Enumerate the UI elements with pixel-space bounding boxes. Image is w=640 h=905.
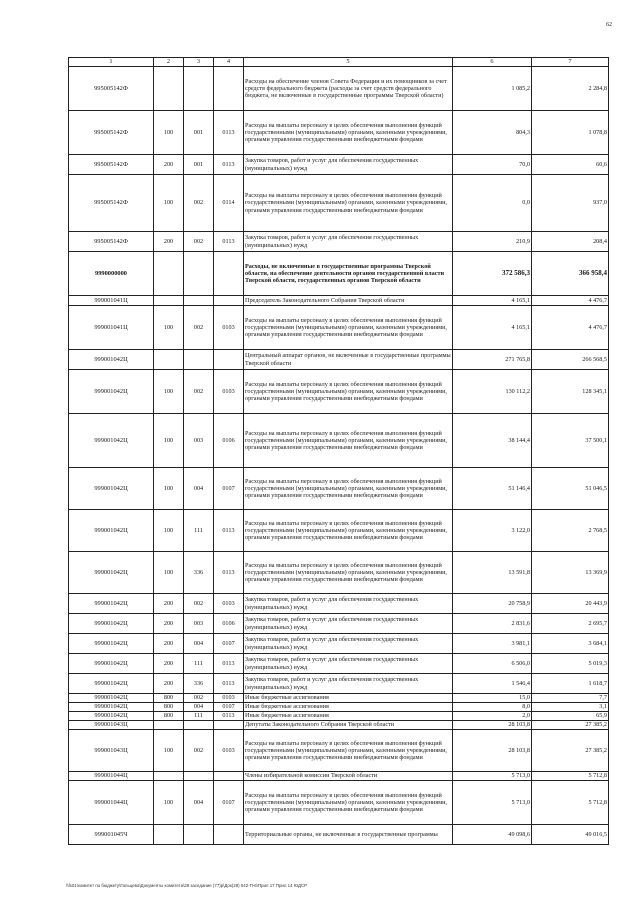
table-row	[69, 67, 609, 111]
row-expense-type-cell: 100	[154, 306, 184, 350]
row-section-cell: 0103	[214, 306, 244, 350]
row-section-cell	[214, 67, 244, 111]
row-name-cell: Расходы на выплаты персоналу в целях обеспечения выполнения функций государственными (муниципальными) органами, казенными учреждениями, органами управления государственными внебюджетными фондами	[244, 468, 453, 510]
row-value-year1-cell: 51 146,4	[453, 468, 532, 510]
row-expense-type-cell	[154, 252, 184, 296]
row-name-cell: Расходы на выплаты персоналу в целях обеспечения выполнения функций государственными (муниципальными) органами, казенными учреждениями, органами управления государственными внебюджетными фондами	[244, 306, 453, 350]
table-row	[69, 614, 609, 634]
row-chapter-cell: 111	[184, 712, 214, 721]
row-value-year2-cell: 5 712,8	[532, 772, 609, 781]
row-code-cell: 999001042Ц	[69, 703, 154, 712]
row-section-cell: 0113	[214, 552, 244, 594]
table-row	[69, 232, 609, 252]
row-name-cell: Расходы на выплаты персоналу в целях обеспечения выполнения функций государственными (муниципальными) органами, казенными учреждениями, органами управления государственными внебюджетными фондами	[244, 414, 453, 468]
row-value-year1-cell: 28 103,8	[453, 721, 532, 730]
row-value-year2-cell: 1 618,7	[532, 674, 609, 694]
row-name-cell: Закупка товаров, работ и услуг для обеспечения государственных (муниципальных) нужд	[244, 594, 453, 614]
row-expense-type-cell	[154, 350, 184, 370]
row-expense-type-cell: 200	[154, 634, 184, 654]
table-row	[69, 712, 609, 721]
row-expense-type-cell: 100	[154, 468, 184, 510]
table-row	[69, 825, 609, 845]
table-row	[69, 468, 609, 510]
row-chapter-cell: 336	[184, 552, 214, 594]
row-name-cell: Расходы на выплаты персоналу в целях обеспечения выполнения функций государственными (муниципальными) органами, казенными учреждениями, органами управления государственными внебюджетными фондами	[244, 175, 453, 232]
row-code-cell: 995005142Ф	[69, 155, 154, 175]
table-row	[69, 772, 609, 781]
row-value-year2-cell: 2 284,8	[532, 67, 609, 111]
row-name-cell: Члены избирательной комиссии Тверской области	[244, 772, 453, 781]
row-code-cell: 999001042Ц	[69, 552, 154, 594]
header-cell: 2	[154, 58, 184, 67]
row-chapter-cell	[184, 772, 214, 781]
header-cell: 7	[532, 58, 609, 67]
row-code-cell: 999001041Ц	[69, 306, 154, 350]
row-section-cell: 0113	[214, 654, 244, 674]
row-section-cell: 0103	[214, 694, 244, 703]
row-code-cell: 999001042Ц	[69, 468, 154, 510]
row-name-cell: Расходы на выплаты персоналу в целях обеспечения выполнения функций государственными (муниципальными) органами, казенными учреждениями, органами управления государственными внебюджетными фондами	[244, 552, 453, 594]
row-section-cell: 0103	[214, 594, 244, 614]
row-value-year2-cell: 4 476,7	[532, 306, 609, 350]
table-row	[69, 781, 609, 825]
row-expense-type-cell: 200	[154, 155, 184, 175]
row-chapter-cell: 004	[184, 634, 214, 654]
row-expense-type-cell: 200	[154, 654, 184, 674]
table-header-row	[69, 58, 609, 67]
row-chapter-cell: 002	[184, 306, 214, 350]
row-expense-type-cell: 100	[154, 111, 184, 155]
row-value-year1-cell: 2,0	[453, 712, 532, 721]
row-section-cell: 0113	[214, 111, 244, 155]
row-chapter-cell: 001	[184, 111, 214, 155]
row-expense-type-cell: 800	[154, 712, 184, 721]
row-value-year1-cell: 4 165,1	[453, 306, 532, 350]
row-code-cell: 999001042Ц	[69, 634, 154, 654]
header-cell: 3	[184, 58, 214, 67]
row-name-cell: Иные бюджетные ассигнования	[244, 703, 453, 712]
row-code-cell: 999001042Ц	[69, 674, 154, 694]
row-chapter-cell: 002	[184, 370, 214, 414]
row-expense-type-cell: 100	[154, 552, 184, 594]
row-code-cell: 999001042Ц	[69, 510, 154, 552]
row-value-year1-cell: 20 758,9	[453, 594, 532, 614]
row-expense-type-cell: 100	[154, 414, 184, 468]
row-value-year1-cell: 6 506,0	[453, 654, 532, 674]
row-name-cell: Председатель Законодательного Собрания Тверской области	[244, 296, 453, 306]
row-name-cell: Расходы на выплаты персоналу в целях обеспечения выполнения функций государственными (муниципальными) органами, казенными учреждениями, органами управления государственными внебюджетными фондами	[244, 111, 453, 155]
row-expense-type-cell: 200	[154, 674, 184, 694]
row-name-cell: Расходы на выплаты персоналу в целях обеспечения выполнения функций государственными (муниципальными) органами, казенными учреждениями, органами управления государственными внебюджетными фондами	[244, 370, 453, 414]
row-section-cell: 0103	[214, 730, 244, 772]
table-row	[69, 350, 609, 370]
row-code-cell: 999001042Ц	[69, 654, 154, 674]
row-section-cell: 0114	[214, 175, 244, 232]
row-expense-type-cell: 100	[154, 175, 184, 232]
row-name-cell: Территориальные органы, не включенные в государственные программы	[244, 825, 453, 845]
row-value-year2-cell: 49 016,5	[532, 825, 609, 845]
row-section-cell: 0113	[214, 712, 244, 721]
table-row	[69, 370, 609, 414]
row-name-cell: Расходы на выплаты персоналу в целях обеспечения выполнения функций государственными (муниципальными) органами, казенными учреждениями, органами управления государственными внебюджетными фондами	[244, 730, 453, 772]
row-section-cell: 0106	[214, 614, 244, 634]
row-value-year1-cell: 1 085,2	[453, 67, 532, 111]
row-code-cell: 999001045Ч	[69, 825, 154, 845]
row-value-year2-cell: 1 078,8	[532, 111, 609, 155]
row-name-cell: Иные бюджетные ассигнования	[244, 712, 453, 721]
header-cell: 4	[214, 58, 244, 67]
row-value-year2-cell: 3 684,1	[532, 634, 609, 654]
row-chapter-cell: 002	[184, 730, 214, 772]
row-section-cell: 0107	[214, 634, 244, 654]
row-expense-type-cell	[154, 772, 184, 781]
row-code-cell: 9990000000	[69, 252, 154, 296]
row-code-cell: 999001041Ц	[69, 296, 154, 306]
row-chapter-cell: 111	[184, 510, 214, 552]
table-row	[69, 306, 609, 350]
row-chapter-cell	[184, 721, 214, 730]
table-row	[69, 552, 609, 594]
row-code-cell: 999001044Ц	[69, 781, 154, 825]
row-value-year1-cell: 271 765,8	[453, 350, 532, 370]
row-chapter-cell: 001	[184, 155, 214, 175]
row-code-cell: 999001044Ц	[69, 772, 154, 781]
row-value-year2-cell: 7,7	[532, 694, 609, 703]
row-chapter-cell	[184, 67, 214, 111]
table-row	[69, 155, 609, 175]
row-expense-type-cell: 200	[154, 594, 184, 614]
row-value-year1-cell: 3 981,1	[453, 634, 532, 654]
row-value-year2-cell: 27 385,2	[532, 730, 609, 772]
row-code-cell: 999001042Ц	[69, 694, 154, 703]
row-expense-type-cell	[154, 296, 184, 306]
table-row	[69, 721, 609, 730]
table-row	[69, 111, 609, 155]
row-section-cell: 0113	[214, 232, 244, 252]
row-chapter-cell: 004	[184, 468, 214, 510]
row-expense-type-cell: 100	[154, 510, 184, 552]
row-value-year2-cell: 13 369,9	[532, 552, 609, 594]
row-name-cell: Расходы на выплаты персоналу в целях обеспечения выполнения функций государственными (муниципальными) органами, казенными учреждениями, органами управления государственными внебюджетными фондами	[244, 510, 453, 552]
table-row	[69, 296, 609, 306]
row-value-year1-cell: 13 591,8	[453, 552, 532, 594]
row-chapter-cell: 111	[184, 654, 214, 674]
table-row	[69, 594, 609, 614]
row-name-cell: Расходы на выплаты персоналу в целях обеспечения выполнения функций государственными (муниципальными) органами, казенными учреждениями, органами управления государственными внебюджетными фондами	[244, 781, 453, 825]
row-code-cell: 999001042Ц	[69, 614, 154, 634]
row-expense-type-cell: 800	[154, 703, 184, 712]
row-code-cell: 999001042Ц	[69, 370, 154, 414]
row-value-year2-cell: 60,6	[532, 155, 609, 175]
row-chapter-cell: 336	[184, 674, 214, 694]
row-value-year1-cell: 15,0	[453, 694, 532, 703]
row-section-cell	[214, 825, 244, 845]
row-code-cell: 999001043Ц	[69, 721, 154, 730]
row-chapter-cell: 002	[184, 232, 214, 252]
row-expense-type-cell: 200	[154, 614, 184, 634]
row-section-cell: 0113	[214, 674, 244, 694]
row-code-cell: 995005142Ф	[69, 232, 154, 252]
row-chapter-cell: 002	[184, 594, 214, 614]
row-value-year2-cell: 266 568,5	[532, 350, 609, 370]
row-section-cell	[214, 721, 244, 730]
row-value-year2-cell: 65,9	[532, 712, 609, 721]
row-value-year1-cell: 49 098,6	[453, 825, 532, 845]
row-value-year2-cell: 5 019,3	[532, 654, 609, 674]
row-value-year2-cell: 3,1	[532, 703, 609, 712]
row-value-year2-cell: 20 443,9	[532, 594, 609, 614]
row-value-year2-cell: 5 712,8	[532, 781, 609, 825]
row-value-year2-cell: 27 385,2	[532, 721, 609, 730]
table-row	[69, 414, 609, 468]
row-value-year1-cell: 0,0	[453, 175, 532, 232]
row-section-cell	[214, 296, 244, 306]
row-value-year1-cell: 372 586,3	[453, 252, 532, 296]
table-row	[69, 694, 609, 703]
table-row	[69, 654, 609, 674]
row-expense-type-cell: 100	[154, 370, 184, 414]
row-code-cell: 995005142Ф	[69, 175, 154, 232]
row-value-year1-cell: 2 831,6	[453, 614, 532, 634]
row-value-year2-cell: 128 345,1	[532, 370, 609, 414]
row-code-cell: 995005142Ф	[69, 111, 154, 155]
row-name-cell: Депутаты Законодательного Собрания Тверской области	[244, 721, 453, 730]
row-code-cell: 999001043Ц	[69, 730, 154, 772]
row-section-cell	[214, 772, 244, 781]
row-expense-type-cell: 100	[154, 730, 184, 772]
row-value-year2-cell: 37 500,1	[532, 414, 609, 468]
row-code-cell: 999001042Ц	[69, 414, 154, 468]
row-name-cell: Иные бюджетные ассигнования	[244, 694, 453, 703]
row-value-year1-cell: 130 112,2	[453, 370, 532, 414]
row-value-year1-cell: 804,3	[453, 111, 532, 155]
row-chapter-cell: 002	[184, 175, 214, 232]
header-cell: 5	[244, 58, 453, 67]
header-cell: 1	[69, 58, 154, 67]
row-name-cell: Закупка товаров, работ и услуг для обеспечения государственных (муниципальных) нужд	[244, 654, 453, 674]
row-name-cell: Расходы, не включенные в государственные программы Тверской области, на обеспечение деятельности органов государственной власти Тверской области, государственных органов Тверской области	[244, 252, 453, 296]
row-value-year1-cell: 5 713,0	[453, 772, 532, 781]
row-section-cell: 0106	[214, 414, 244, 468]
table-row	[69, 703, 609, 712]
row-value-year1-cell: 4 165,1	[453, 296, 532, 306]
row-value-year1-cell: 8,0	[453, 703, 532, 712]
row-expense-type-cell	[154, 67, 184, 111]
page-number: 62	[606, 22, 612, 28]
table-row	[69, 252, 609, 296]
row-section-cell: 0113	[214, 155, 244, 175]
table-row	[69, 730, 609, 772]
row-value-year2-cell: 4 476,7	[532, 296, 609, 306]
table-row	[69, 175, 609, 232]
row-value-year1-cell: 38 144,4	[453, 414, 532, 468]
table-row	[69, 634, 609, 654]
row-chapter-cell: 004	[184, 703, 214, 712]
row-value-year2-cell: 937,0	[532, 175, 609, 232]
row-name-cell: Закупка товаров, работ и услуг для обеспечения государственных (муниципальных) нужд	[244, 232, 453, 252]
row-chapter-cell: 002	[184, 694, 214, 703]
row-name-cell: Закупка товаров, работ и услуг для обеспечения государственных (муниципальных) нужд	[244, 634, 453, 654]
row-chapter-cell: 003	[184, 414, 214, 468]
row-value-year1-cell: 70,0	[453, 155, 532, 175]
row-value-year1-cell: 28 103,8	[453, 730, 532, 772]
row-section-cell: 0107	[214, 468, 244, 510]
table-row	[69, 510, 609, 552]
row-code-cell: 995005142Ф	[69, 67, 154, 111]
row-code-cell: 999001042Ц	[69, 594, 154, 614]
row-expense-type-cell: 100	[154, 781, 184, 825]
row-section-cell	[214, 252, 244, 296]
row-name-cell: Закупка товаров, работ и услуг для обеспечения государственных (муниципальных) нужд	[244, 155, 453, 175]
row-expense-type-cell	[154, 825, 184, 845]
row-name-cell: Расходы на обеспечение членов Совета Федерации и их помощников за счет средств федерального бюджета (расходы за счет средств федерального бюджета, не включенные в государственные программы Тверской области)	[244, 67, 453, 111]
row-chapter-cell: 003	[184, 614, 214, 634]
row-expense-type-cell	[154, 721, 184, 730]
row-value-year1-cell: 3 122,0	[453, 510, 532, 552]
row-section-cell	[214, 350, 244, 370]
row-value-year2-cell: 208,4	[532, 232, 609, 252]
row-value-year1-cell: 1 546,4	[453, 674, 532, 694]
row-chapter-cell	[184, 825, 214, 845]
row-expense-type-cell: 200	[154, 232, 184, 252]
row-name-cell: Центральный аппарат органов, не включенные в государственные программы Тверской области	[244, 350, 453, 370]
row-value-year2-cell: 2 768,5	[532, 510, 609, 552]
row-chapter-cell	[184, 252, 214, 296]
row-value-year2-cell: 2 695,7	[532, 614, 609, 634]
row-expense-type-cell: 800	[154, 694, 184, 703]
budget-table	[68, 57, 609, 845]
row-section-cell: 0107	[214, 703, 244, 712]
row-section-cell: 0113	[214, 510, 244, 552]
row-section-cell: 0103	[214, 370, 244, 414]
row-value-year2-cell: 366 958,4	[532, 252, 609, 296]
header-cell: 6	[453, 58, 532, 67]
file-path-footer: \\fs01\комитет по бюджету\Гальцевa\Документы комитета\28 заседание (77)р\Док(28) 542-П-6\Прил 17 Прил 14 ЮДСР	[66, 883, 308, 888]
table-row	[69, 674, 609, 694]
row-section-cell: 0107	[214, 781, 244, 825]
row-code-cell: 999001042Ц	[69, 350, 154, 370]
row-chapter-cell	[184, 296, 214, 306]
row-code-cell: 999001042Ц	[69, 712, 154, 721]
row-name-cell: Закупка товаров, работ и услуг для обеспечения государственных (муниципальных) нужд	[244, 614, 453, 634]
row-value-year1-cell: 210,9	[453, 232, 532, 252]
row-value-year1-cell: 5 713,0	[453, 781, 532, 825]
row-name-cell: Закупка товаров, работ и услуг для обеспечения государственных (муниципальных) нужд	[244, 674, 453, 694]
row-chapter-cell: 004	[184, 781, 214, 825]
row-value-year2-cell: 51 046,5	[532, 468, 609, 510]
row-chapter-cell	[184, 350, 214, 370]
